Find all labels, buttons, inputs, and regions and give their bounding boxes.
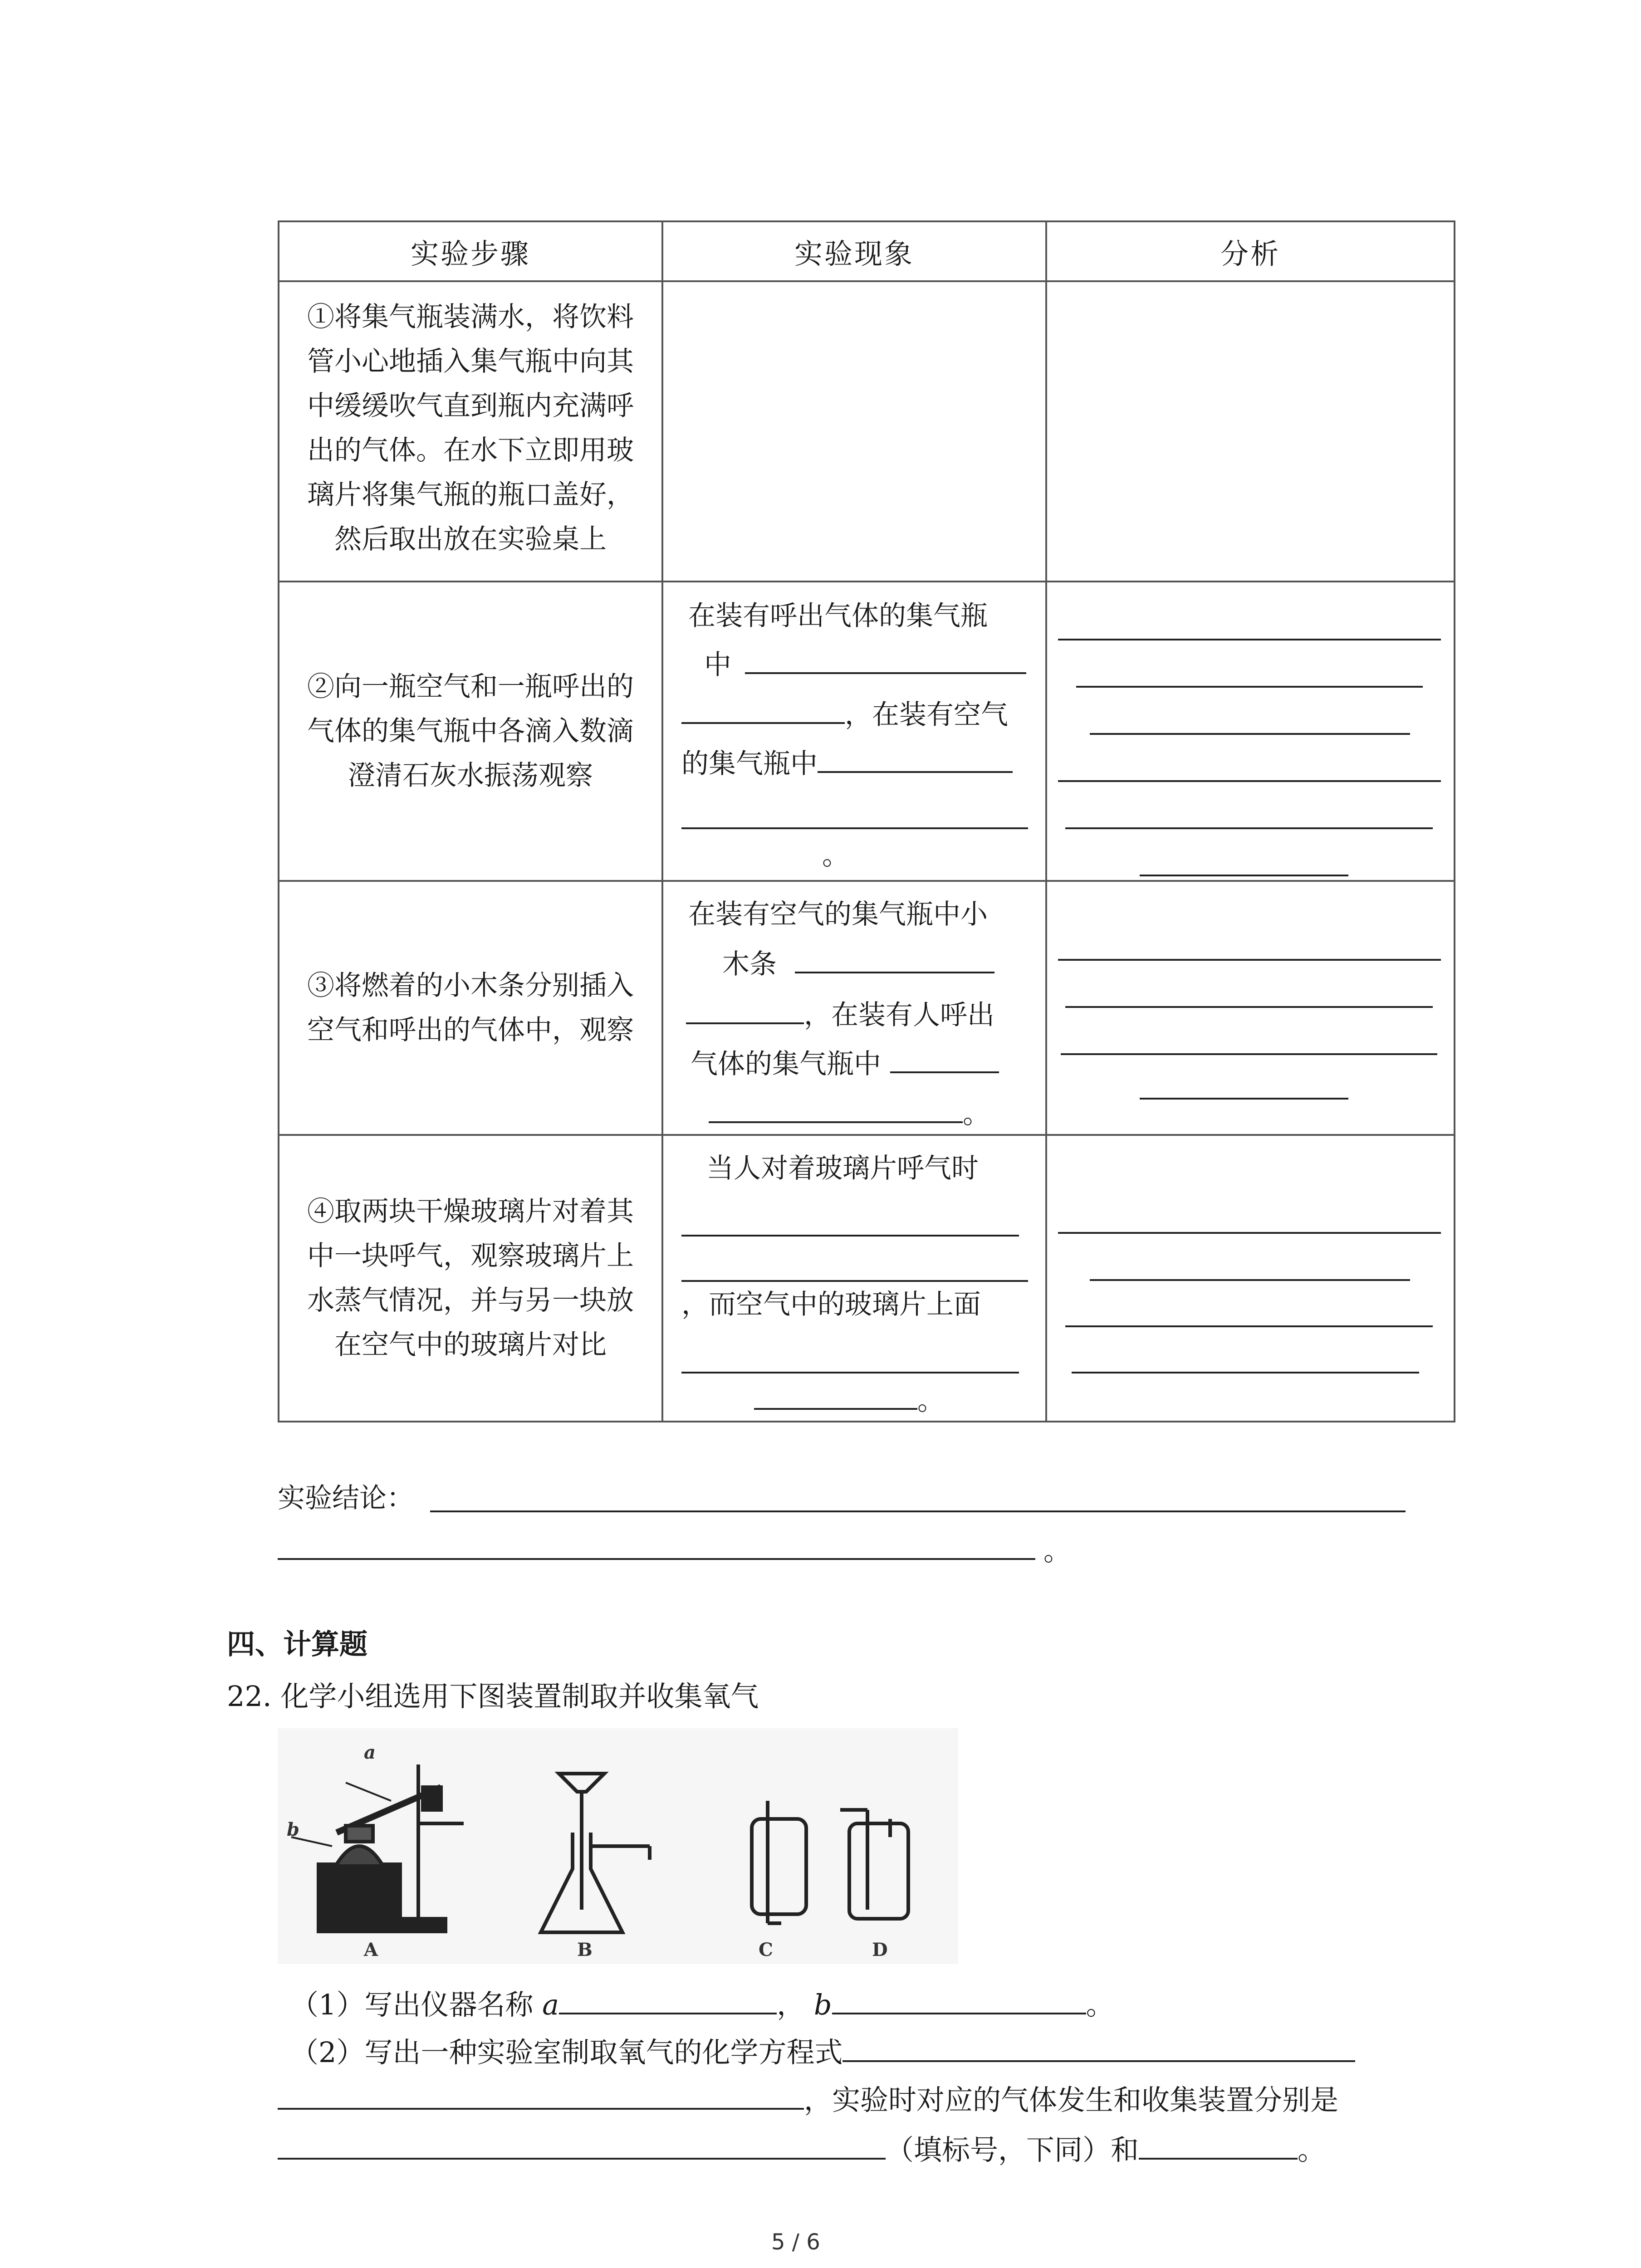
header-steps: 实验步骤: [279, 221, 662, 281]
phenomena-text: ，在装有空气: [845, 699, 1008, 731]
answer-blank[interactable]: [681, 1372, 1019, 1374]
phenomena-text: 中: [704, 649, 731, 681]
answer-blank[interactable]: [795, 971, 994, 973]
equation-blank[interactable]: [278, 2107, 804, 2110]
phenomena-cell: [662, 881, 1046, 1135]
phenomena-cell: [662, 582, 1046, 881]
analysis-cell: [1046, 582, 1455, 881]
step-cell: [279, 881, 662, 1135]
phenomena-text: 。: [822, 840, 849, 871]
answer-blank[interactable]: [1058, 639, 1441, 640]
sub-question-1: [290, 1982, 1114, 2023]
period: 。: [1086, 1988, 1114, 2021]
phenomena-text: 木条: [722, 948, 777, 980]
table-row: [279, 281, 1455, 582]
phenomena-text: ，而空气中的玻璃片上面: [681, 1289, 981, 1320]
conclusion-blank[interactable]: [278, 1558, 1035, 1560]
equation-blank[interactable]: [843, 2060, 1355, 2062]
answer-blank[interactable]: [681, 1235, 1019, 1237]
question-number: 22.: [227, 1680, 272, 1713]
question-text: 化学小组选用下图装置制取并收集氧气: [280, 1680, 759, 1713]
answer-blank[interactable]: [1090, 1279, 1410, 1281]
answer-blank[interactable]: [818, 771, 1013, 773]
answer-blank[interactable]: [754, 1408, 917, 1410]
sub-question-2-mid: ，实验时对应的气体发生和收集装置分别是: [804, 2083, 1339, 2116]
answer-blank[interactable]: [1076, 686, 1423, 688]
answer-blank[interactable]: [1065, 827, 1433, 829]
answer-blank[interactable]: [1058, 1232, 1441, 1234]
answer-blank[interactable]: [681, 827, 1028, 829]
phenomena-text: 。: [917, 1385, 945, 1417]
sub-question-2-text: （2）写出一种实验室制取氧气的化学方程式: [290, 2036, 843, 2069]
label-B: B: [577, 1939, 593, 1960]
answer-blank[interactable]: [1090, 733, 1410, 735]
sub-question-2: [290, 2030, 1355, 2070]
answer-blank[interactable]: [686, 1022, 804, 1024]
conclusion-label: 实验结论：: [278, 1482, 414, 1514]
phenomena-text: 在装有空气的集气瓶中小: [688, 899, 988, 930]
step-text: ①将集气瓶装满水，将饮料管小心地插入集气瓶中向其中缓缓吹气直到瓶内充满呼出的气体。在水下立即用玻璃片将集气瓶的瓶口盖好，然后取出放在实验桌上: [307, 301, 634, 555]
answer-blank[interactable]: [1072, 1372, 1419, 1374]
analysis-cell: [1046, 281, 1455, 582]
analysis-cell: [1046, 881, 1455, 1135]
answer-blank[interactable]: [1058, 959, 1441, 961]
table-row: [279, 881, 1455, 1135]
generator-blank[interactable]: [278, 2157, 886, 2160]
phenomena-text: 的集气瓶中: [681, 748, 818, 780]
label-A: A: [364, 1939, 378, 1960]
instrument-b-blank[interactable]: [832, 2012, 1086, 2014]
answer-blank[interactable]: [1140, 875, 1348, 876]
phenomena-cell: [662, 281, 1046, 582]
label-a: a: [364, 1742, 376, 1763]
comma: ，: [777, 1988, 805, 2021]
stand-base: [318, 1919, 446, 1931]
section-title: 四、计算题: [227, 1628, 368, 1661]
step-cell: [279, 281, 662, 582]
conclusion-end: 。: [1043, 1535, 1071, 1567]
label-b: b: [287, 1819, 299, 1840]
table-row: [279, 1135, 1455, 1422]
phenomena-text: 当人对着玻璃片呼气时: [706, 1153, 979, 1184]
sub-question-2-fill: （填标号，下同）和: [886, 2133, 1139, 2166]
question-stem: [227, 1674, 759, 1714]
apparatus-drawing: [278, 1728, 958, 1964]
instrument-a-label: a: [542, 1988, 559, 2021]
conclusion-blank[interactable]: [430, 1510, 1406, 1512]
sub-question-1-text: （1）写出仪器名称: [290, 1988, 534, 2021]
answer-blank[interactable]: [709, 1121, 963, 1123]
sub-question-2-line3: [278, 2127, 1326, 2168]
phenomena-text: ，在装有人呼出: [804, 999, 994, 1031]
phenomena-text: 在装有呼出气体的集气瓶: [688, 600, 988, 632]
step-cell: [279, 1135, 662, 1422]
table-row: [279, 582, 1455, 881]
phenomena-text: 气体的集气瓶中: [691, 1048, 881, 1080]
step-text: ④取两块干燥玻璃片对着其中一块呼气，观察玻璃片上水蒸气情况，并与另一块放在空气中的玻璃片对比: [307, 1196, 634, 1361]
answer-blank[interactable]: [1140, 1098, 1348, 1100]
phenomena-cell: [662, 1135, 1046, 1422]
step-cell: [279, 582, 662, 881]
instrument-a-blank[interactable]: [559, 2012, 777, 2014]
answer-blank[interactable]: [1061, 1053, 1437, 1055]
sub-question-2-line2: [278, 2077, 1338, 2118]
answer-blank[interactable]: [745, 672, 1026, 674]
step-text: ③将燃着的小木条分别插入空气和呼出的气体中，观察: [307, 970, 634, 1046]
answer-blank[interactable]: [681, 722, 845, 724]
collector-blank[interactable]: [1139, 2157, 1298, 2160]
step-text: ②向一瓶空气和一瓶呼出的气体的集气瓶中各滴入数滴澄清石灰水振荡观察: [307, 671, 634, 792]
answer-blank[interactable]: [1058, 780, 1441, 782]
label-D: D: [872, 1939, 888, 1960]
period: 。: [1298, 2133, 1326, 2166]
experiment-table: [278, 220, 1455, 1422]
phenomena-text: 。: [963, 1098, 990, 1130]
header-phenomena: 实验现象: [662, 221, 1046, 281]
table-header-row: [279, 221, 1455, 281]
header-analysis: 分析: [1046, 221, 1455, 281]
page-number: 5 / 6: [771, 2229, 820, 2255]
label-C: C: [759, 1939, 773, 1960]
analysis-cell: [1046, 1135, 1455, 1422]
answer-blank[interactable]: [1065, 1006, 1433, 1008]
answer-blank[interactable]: [1065, 1325, 1433, 1327]
answer-blank[interactable]: [890, 1071, 999, 1073]
instrument-b-label: b: [813, 1988, 832, 2021]
apparatus-figure: [278, 1728, 958, 1964]
lamp-block: [318, 1864, 400, 1919]
